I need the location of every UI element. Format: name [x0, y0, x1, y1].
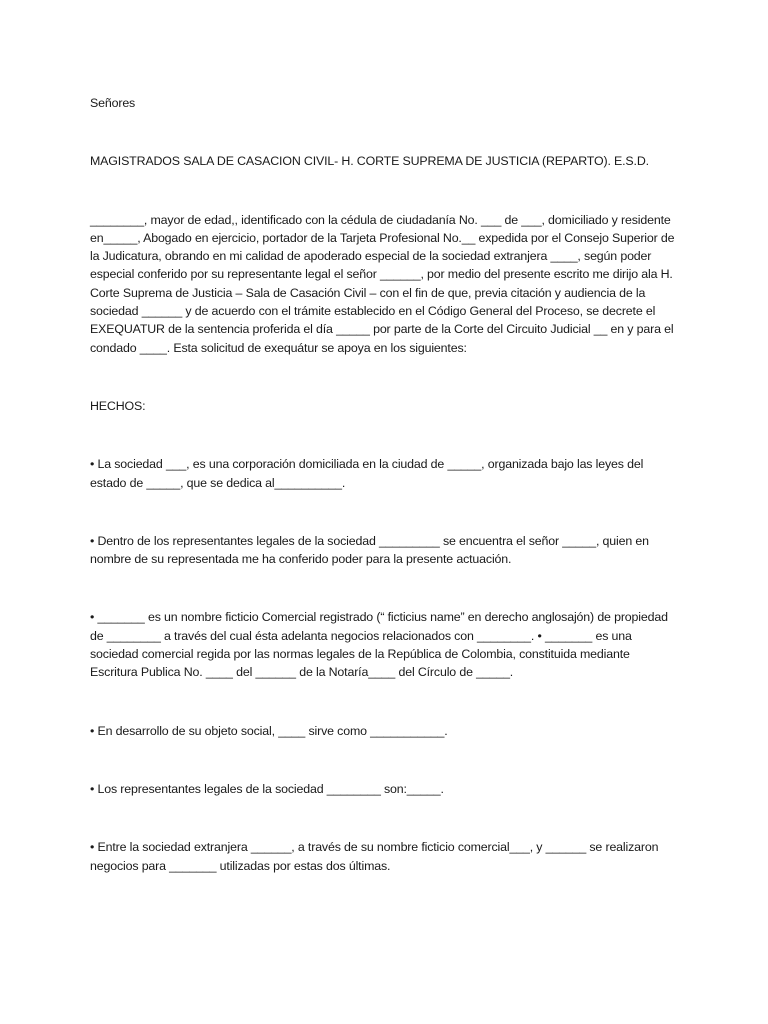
document-page — [90, 94, 680, 875]
fact-item: • Los representantes legales de la sociedad ________ son:_____. — [90, 781, 444, 796]
fact-item: • _______ es un nombre ficticio Comercial registrado (“ ficticius name” en derecho anglosajón) de propiedad de ________ a través del cual ésta adelanta negocios relacionados con ________. • _______ es una sociedad comercial regida por las normas legales de la República de Colombia, constituida mediante Escritura Publica No. ____ del ______ de la Notaría____ del Círculo de _____. — [90, 610, 668, 680]
fact-item: • Dentro de los representantes legales de la sociedad _________ se encuentra el señor _____, quien en nombre de su representada me ha conferido poder para la presente actuación. — [90, 533, 649, 567]
intro-paragraph: ________, mayor de edad,, identificado con la cédula de ciudadanía No. ___ de ___, domiciliado y residente en_____, Abogado en ejercicio, portador de la Tarjeta Profesional No.__ expedida por el Consejo Superior de la Judicatura, obrando en mi calidad de apoderado especial de la sociedad extranjera ____, según poder especial conferido por su representante legal el señor ______, por medio del presente escrito me dirijo ala H. Corte Suprema de Justicia – Sala de Casación Civil – con el fin de que, previa citación y audiencia de la sociedad ______ y de acuerdo con el trámite establecido en el Código General del Proceso, se decrete el EXEQUATUR de la sentencia proferida el día _____ por parte de la Corte del Circuito Judicial __ en y para el condado ____. Esta solicitud de exequátur se apoya en los siguientes: — [90, 212, 675, 355]
greeting: Señores — [90, 96, 136, 110]
fact-item: • La sociedad ___, es una corporación domiciliada en la ciudad de _____, organizada bajo las leyes del estado de _____, que se dedica al__________. — [90, 457, 644, 490]
fact-item: • En desarrollo de su objeto social, ____ sirve como ___________. — [90, 723, 448, 738]
facts-heading: HECHOS: — [90, 398, 146, 413]
addressee: MAGISTRADOS SALA DE CASACION CIVIL- H. CORTE SUPREMA DE JUSTICIA (REPARTO). E.S.D. — [90, 154, 649, 169]
fact-item: • Entre la sociedad extranjera ______, a través de su nombre ficticio comercial___, y ______ se realizaron negocios para _______ utilizadas por estas dos últimas. — [90, 840, 659, 873]
